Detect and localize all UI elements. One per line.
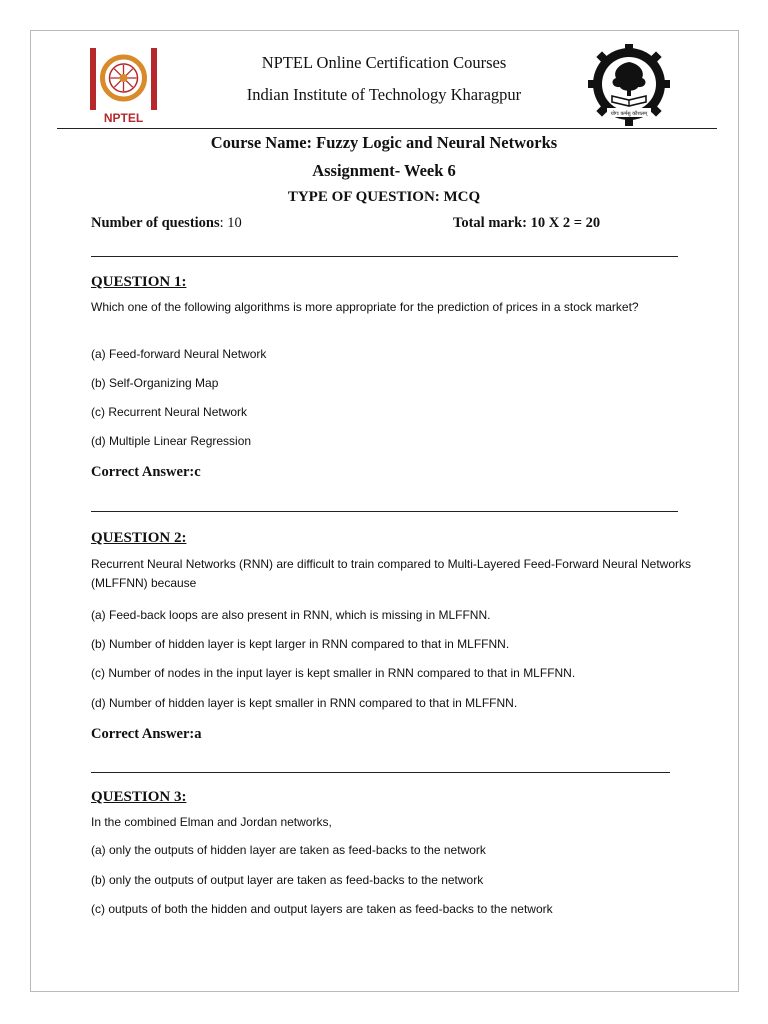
number-of-questions-value: : 10 xyxy=(219,215,242,231)
nptel-logo-text: NPTEL xyxy=(103,111,144,124)
iit-logo-motto: योगः कर्मसु कौशलम् xyxy=(610,111,648,117)
question-heading: QUESTION 2: xyxy=(91,530,187,546)
option-item: (c) Number of nodes in the input layer is kept smaller in RNN compared to that in MLFFNN. xyxy=(91,666,576,680)
option-item: (a) only the outputs of hidden layer are taken as feed-backs to the network xyxy=(91,843,486,857)
number-of-questions xyxy=(91,215,242,232)
assignment-title: Assignment- Week 6 xyxy=(312,161,456,180)
number-of-questions-label: Number of questions xyxy=(91,215,220,231)
option-item: (b) Number of hidden layer is kept larger in RNN compared to that in MLFFNN. xyxy=(91,637,510,651)
question-heading: QUESTION 3: xyxy=(91,789,187,805)
header-line1: NPTEL Online Certification Courses xyxy=(261,53,507,72)
question-text: In the combined Elman and Jordan networks, xyxy=(91,815,332,829)
option-item: (a) Feed-back loops are also present in RNN, which is missing in MLFFNN. xyxy=(91,608,491,622)
header-line2: Indian Institute of Technology Kharagpur xyxy=(246,85,522,104)
question-text: Which one of the following algorithms is more appropriate for the prediction of prices in a stock market? xyxy=(91,300,639,314)
option-item: (b) Self-Organizing Map xyxy=(91,376,219,390)
separator-rule xyxy=(91,772,670,773)
option-item: (d) Multiple Linear Regression xyxy=(91,434,252,448)
total-mark: Total mark: 10 X 2 = 20 xyxy=(453,215,601,231)
question-text: Recurrent Neural Networks (RNN) are difficult to train compared to Multi-Layered Feed-Forward Neural Networks (MLFFNN) because xyxy=(91,557,691,590)
option-item: (b) only the outputs of output layer are taken as feed-backs to the network xyxy=(91,873,484,887)
option-item: (a) Feed-forward Neural Network xyxy=(91,347,267,361)
question-heading: QUESTION 1: xyxy=(91,274,187,290)
header-rule xyxy=(57,128,717,129)
correct-answer: Correct Answer:c xyxy=(91,464,201,480)
correct-answer: Correct Answer:a xyxy=(91,726,202,742)
question-type: TYPE OF QUESTION: MCQ xyxy=(287,189,481,205)
separator-rule xyxy=(91,511,678,512)
iit-kharagpur-logo xyxy=(588,44,670,126)
separator-rule xyxy=(91,256,678,257)
option-item: (c) Recurrent Neural Network xyxy=(91,405,248,419)
option-item: (c) outputs of both the hidden and output layers are taken as feed-backs to the network xyxy=(91,902,553,916)
option-item: (d) Number of hidden layer is kept smaller in RNN compared to that in MLFFNN. xyxy=(91,696,518,710)
course-name: Course Name: Fuzzy Logic and Neural Networks xyxy=(210,133,558,152)
